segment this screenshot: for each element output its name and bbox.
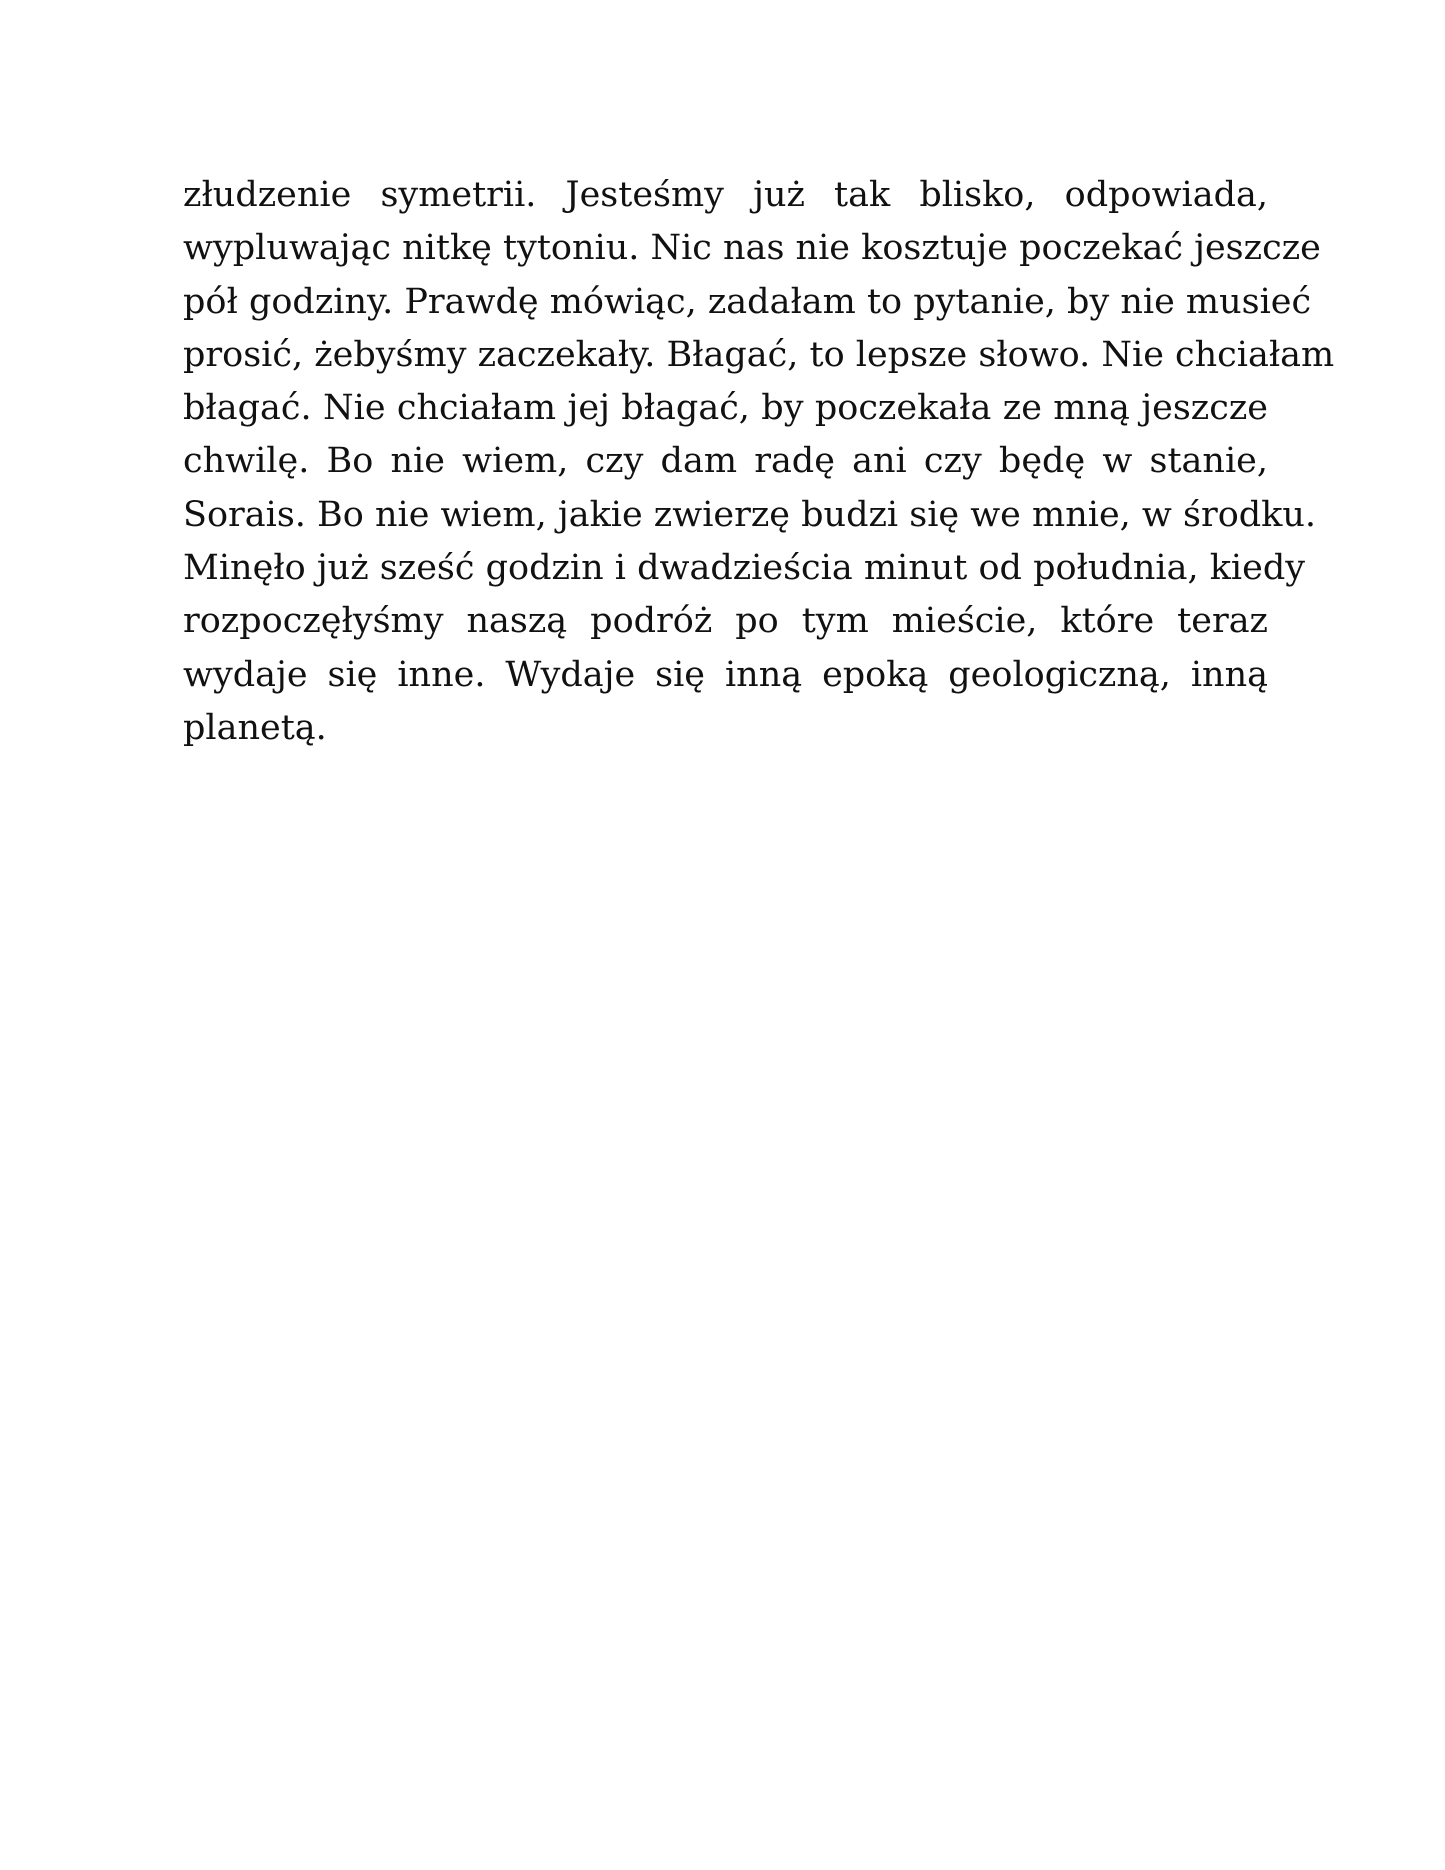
text-line: wypluwając nitkę tytoniu. Nic nas nie kosztuje poczekać jeszcze: [183, 228, 1321, 269]
text-line: chwilę. Bo nie wiem, czy dam radę ani czy będę w stanie,: [183, 441, 1268, 482]
text-line: błagać. Nie chciałam jej błagać, by poczekała ze mną jeszcze: [183, 388, 1268, 429]
text-line: prosić, żebyśmy zaczekały. Błagać, to lepsze słowo. Nie chciałam: [183, 334, 1335, 375]
text-line: wydaje się inne. Wydaje się inną epoką geologiczną, inną: [183, 654, 1268, 695]
text-line: złudzenie symetrii. Jesteśmy już tak blisko, odpowiada,: [183, 175, 1268, 215]
text-line: rozpoczęłyśmy naszą podróż po tym mieście, które teraz: [183, 601, 1268, 642]
text-line: Sorais. Bo nie wiem, jakie zwierzę budzi się we mnie, w środku.: [183, 494, 1317, 535]
text-line: planetą.: [183, 707, 327, 748]
body-paragraph: [183, 169, 1335, 755]
text-line: pół godziny. Prawdę mówiąc, zadałam to pytanie, by nie musieć: [183, 281, 1312, 322]
text-line: Minęło już sześć godzin i dwadzieścia minut od południa, kiedy: [183, 548, 1305, 589]
